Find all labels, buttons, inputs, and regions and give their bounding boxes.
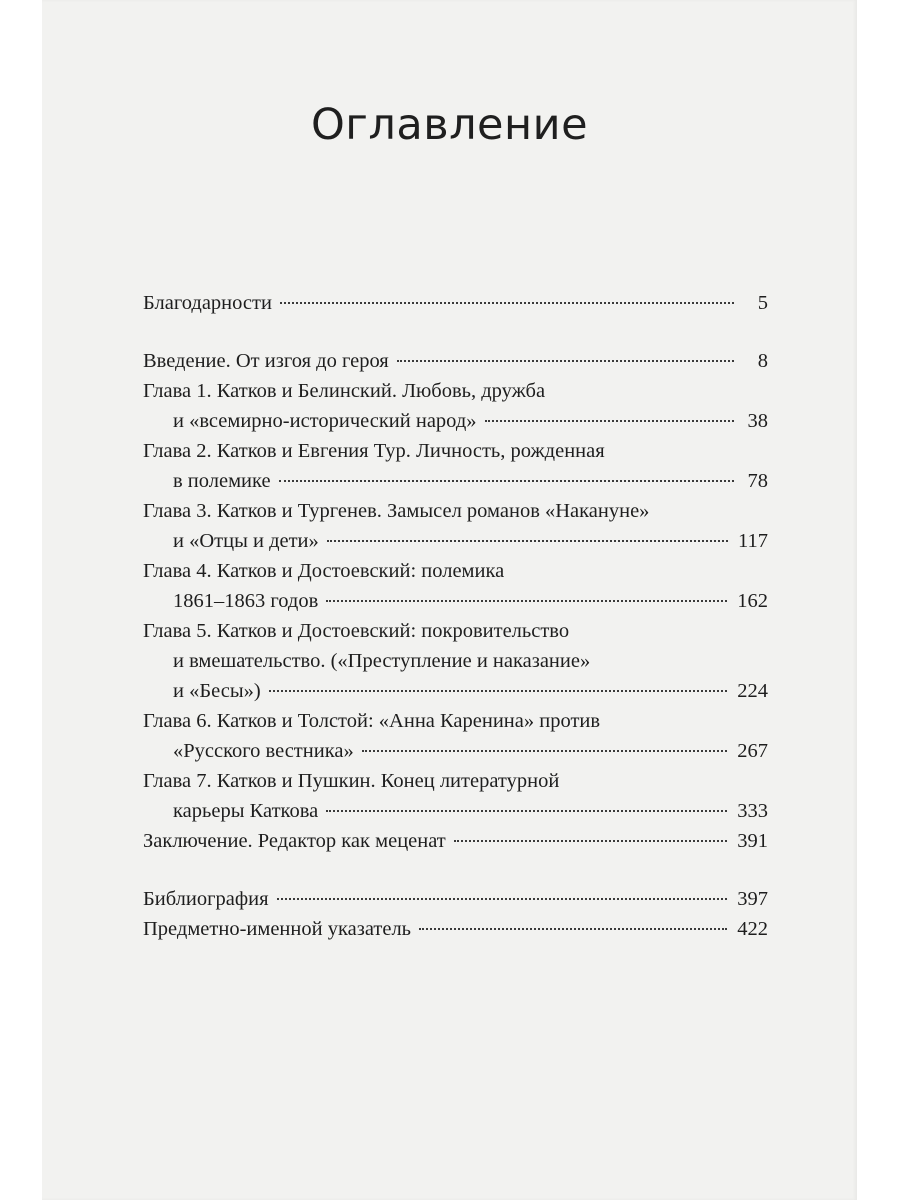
toc-entry-chapter-5[interactable] [143, 616, 768, 706]
toc-page-number: 8 [757, 350, 768, 372]
toc-page-number: 267 [737, 740, 768, 762]
toc-entry-title: Глава 7. Катков и Пушкин. Конец литературной [143, 770, 560, 792]
toc-entry-title: Введение. От изгоя до героя [143, 350, 389, 372]
dot-leader [485, 420, 734, 422]
toc-entry-chapter-1[interactable] [143, 376, 768, 436]
toc-entry-chapter-3[interactable] [143, 496, 768, 556]
toc-entry-title-continued: карьеры Каткова [173, 800, 319, 822]
dot-leader [279, 480, 734, 482]
toc-page-number: 422 [737, 918, 768, 940]
toc-entry-chapter-4[interactable] [143, 556, 768, 616]
toc-entry-title-continued: и «всемирно-исторический народ» [173, 410, 477, 432]
toc-page-number: 162 [737, 590, 768, 612]
book-page [42, 0, 857, 1200]
toc-page-number: 117 [738, 530, 768, 552]
toc-page-number: 391 [737, 830, 768, 852]
toc-entry-chapter-6[interactable] [143, 706, 768, 766]
toc-entry-title-continued: 1861–1863 годов [173, 590, 319, 612]
toc-entry-title: Предметно-именной указатель [143, 918, 412, 940]
toc-entry-title: Глава 4. Катков и Достоевский: полемика [143, 560, 505, 582]
toc-entry-chapter-7[interactable] [143, 766, 768, 826]
toc-entry-title-continued: «Русского вестника» [173, 740, 354, 762]
toc-entry-index[interactable] [143, 914, 768, 944]
toc-entry-conclusion[interactable] [143, 826, 768, 856]
toc-entry-title: Заключение. Редактор как меценат [143, 830, 446, 852]
toc-page-number: 5 [757, 292, 768, 314]
toc-entry-title: Благодарности [143, 292, 272, 314]
toc-entry-title-continued: и «Бесы») [173, 680, 261, 702]
toc-entry-chapter-2[interactable] [143, 436, 768, 496]
toc-page-number: 78 [747, 470, 768, 492]
dot-leader [419, 928, 727, 930]
dot-leader [269, 690, 728, 692]
toc-entry-title-continued: в полемике [173, 470, 271, 492]
toc-entry-title: Глава 3. Катков и Тургенев. Замысел романов «Накануне» [143, 500, 650, 522]
dot-leader [326, 810, 727, 812]
page-title: Оглавление [310, 100, 589, 150]
toc-page-number: 397 [737, 888, 768, 910]
dot-leader [327, 540, 728, 542]
toc-entry-title: Библиография [143, 888, 269, 910]
dot-leader [454, 840, 727, 842]
toc-entry-title: Глава 2. Катков и Евгения Тур. Личность, рожденная [143, 440, 605, 462]
toc-entry-introduction[interactable] [143, 346, 768, 376]
toc-page-number: 224 [737, 680, 768, 702]
toc-entry-title: Глава 5. Катков и Достоевский: покровительство [143, 620, 570, 642]
toc-entry-title: Глава 1. Катков и Белинский. Любовь, дружба [143, 380, 546, 402]
toc-page-number: 333 [737, 800, 768, 822]
dot-leader [326, 600, 727, 602]
table-of-contents [143, 288, 768, 944]
dot-leader [277, 898, 728, 900]
toc-entry-title: Глава 6. Катков и Толстой: «Анна Каренина» против [143, 710, 601, 732]
dot-leader [280, 302, 734, 304]
dot-leader [397, 360, 734, 362]
toc-entry-acknowledgements[interactable] [143, 288, 768, 318]
toc-entry-bibliography[interactable] [143, 884, 768, 914]
toc-entry-title-continued: и «Отцы и дети» [173, 530, 319, 552]
dot-leader [362, 750, 728, 752]
toc-page-number: 38 [747, 410, 768, 432]
toc-entry-title-continued: и вмешательство. («Преступление и наказание» [173, 650, 591, 672]
